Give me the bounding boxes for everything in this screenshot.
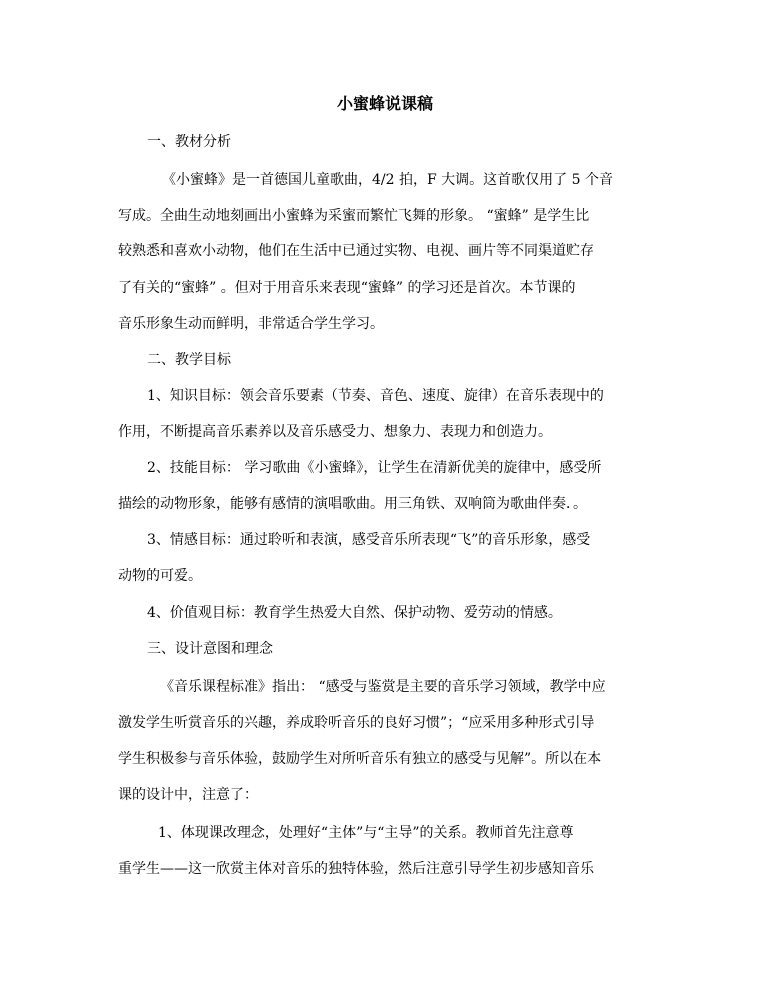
paragraph-line: 了有关的“蜜蜂” 。但对于用音乐来表现“蜜蜂” 的学习还是首次。本节课的 [118, 280, 576, 296]
section-heading-2: 二、教学目标 [147, 352, 231, 368]
paragraph-line: 描绘的动物形象，能够有感情的演唱歌曲。用三角铁、双响筒为歌曲伴奏．。 [118, 496, 587, 512]
paragraph-line: 2、技能目标： 学习歌曲《小蜜蜂》，让学生在清新优美的旋律中，感受所 [147, 460, 602, 476]
paragraph-line: 较熟悉和喜欢小动物，他们在生活中已通过实物、电视、画片等不同渠道贮存 [118, 243, 594, 259]
paragraph-line: 写成。全曲生动地刻画出小蜜蜂为采蜜而繁忙飞舞的形象。 “蜜蜂” 是学生比 [118, 208, 590, 224]
paragraph-line: 重学生——这一欣赏主体对音乐的独特体验，然后注意引导学生初步感知音乐 [118, 861, 594, 877]
paragraph-line: 3、情感目标：通过聆听和表演，感受音乐所表现“飞”的音乐形象，感受 [147, 532, 591, 548]
section-heading-1: 一、教材分析 [147, 134, 231, 150]
paragraph-line: 音乐形象生动而鲜明，非常适合学生学习。 [118, 316, 384, 332]
paragraph-line: 1、知识目标：领会音乐要素（节奏、音色、速度、旋律）在音乐表现中的 [147, 388, 604, 404]
paragraph-line: 作用，不断提高音乐素养以及音乐感受力、想象力、表现力和创造力。 [118, 424, 552, 440]
paragraph-line: 《音乐课程标准》指出： “感受与鉴赏是主要的音乐学习领域，教学中应 [160, 679, 606, 695]
paragraph-line: 学生积极参与音乐体验，鼓励学生对所听音乐有独立的感受与见解”。所以在本 [118, 751, 602, 767]
section-heading-3: 三、设计意图和理念 [147, 641, 273, 657]
paragraph-line: 激发学生听赏音乐的兴趣，养成聆听音乐的良好习惯”；“应采用多种形式引导 [118, 715, 595, 731]
paragraph-line: 课的设计中，注意了： [118, 787, 258, 803]
paragraph-line: 动物的可爱。 [118, 568, 202, 584]
paragraph-line: 1、体现课改理念，处理好“主体”与“主导”的关系。教师首先注意尊 [158, 825, 574, 841]
document-title: 小蜜蜂说课稿 [336, 94, 433, 113]
paragraph-line: 4、价值观目标：教育学生热爱大自然、保护动物、爱劳动的情感。 [147, 605, 562, 621]
paragraph-line: 《小蜜蜂》是一首德国儿童歌曲，4/2 拍，F 大调。这首歌仅用了 5 个音 [162, 172, 613, 188]
